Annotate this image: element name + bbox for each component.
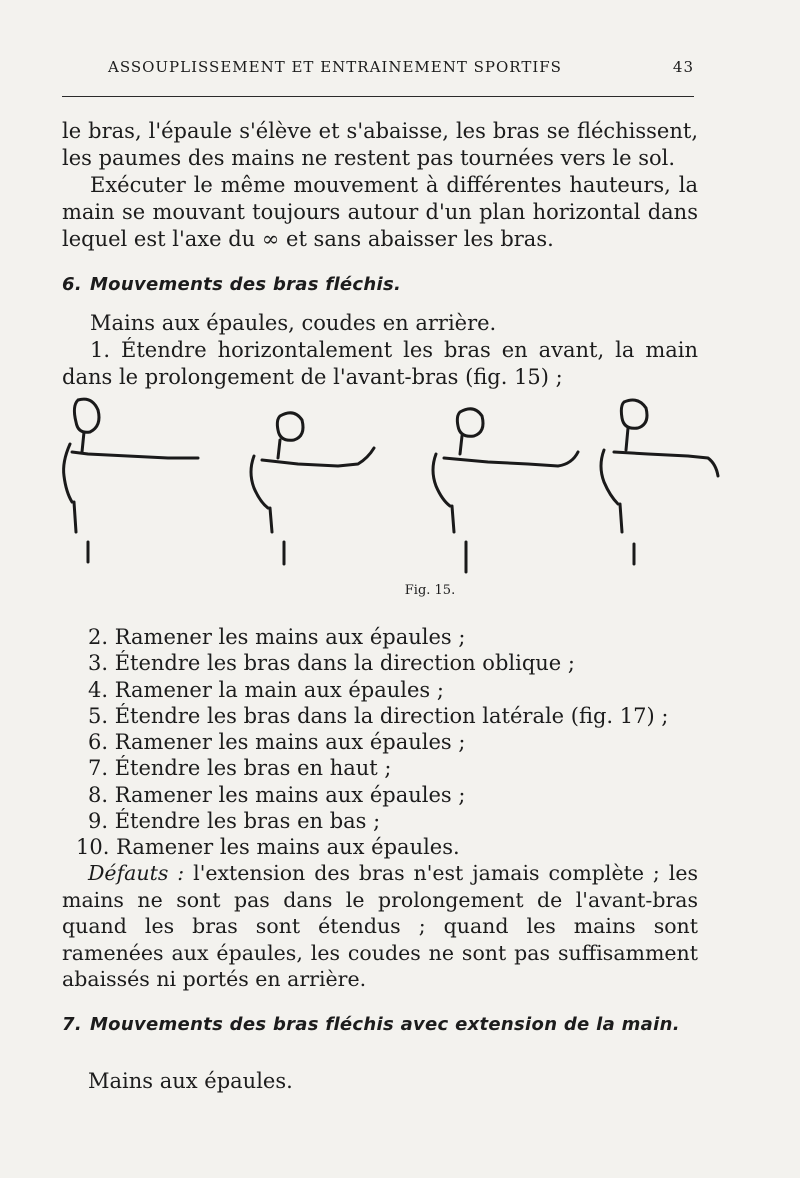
running-title: ASSOUPLISSEMENT ET ENTRAINEMENT SPORTIFS [108, 58, 562, 76]
header-rule [62, 96, 694, 97]
intro-text [62, 118, 698, 253]
figure-caption [0, 583, 800, 598]
list-item: 2. Ramener les mains aux épaules ; [88, 625, 466, 649]
running-header [108, 58, 694, 76]
list-item: 6. Ramener les mains aux épaules ; [88, 730, 466, 755]
stick-figure-2 [251, 413, 374, 564]
list-item: 10. Ramener les mains aux épaules. [76, 835, 460, 860]
stick-figure-4 [601, 400, 718, 564]
figure-15-illustration [48, 392, 748, 582]
figure-caption-text: Fig. 15. [404, 583, 456, 598]
list-item: 5. Étendre les bras dans la direction latérale (fig. 17) ; [88, 703, 669, 728]
list-item: 3. Étendre les bras dans la direction oblique ; [88, 651, 575, 676]
stick-figure-1 [64, 399, 198, 562]
intro-paragraph-2: Exécuter le même mouvement à différentes hauteurs, la main se mouvant toujours autour d'un plan horizontal dans lequel est l'axe du ∞ et sans abaisser les bras. [62, 173, 698, 251]
list-item: 8. Ramener les mains aux épaules ; [88, 782, 466, 807]
page-number: 43 [672, 58, 694, 76]
section-6-number: 6. [62, 274, 82, 295]
section-6-text [62, 310, 698, 391]
stick-figure-3 [433, 409, 578, 572]
intro-paragraph-1: le bras, l'épaule s'élève et s'abaisse, les bras se fléchissent, les paumes des mains ne restent pas tournées vers le sol. [62, 119, 698, 170]
defauts-text: l'extension des bras n'est jamais complète ; les mains ne sont pas dans le prolongement de l'avant-bras quand les bras sont étendus ; quand les mains sont ramenées aux épaules, les coudes ne sont pas suffisamment abaissés ni portés en arrière. [62, 861, 698, 991]
section-7-title: Mouvements des bras fléchis avec extension de la main. [89, 1014, 680, 1035]
steps-list [76, 624, 700, 861]
defauts-paragraph [62, 860, 698, 993]
section-7-number: 7. [62, 1014, 82, 1035]
defauts-label: Défauts : [88, 861, 185, 885]
section-6-step-1: 1. Étendre horizontalement les bras en avant, la main dans le prolongement de l'avant-bras (fig. 15) ; [62, 338, 698, 389]
list-item: 7. Étendre les bras en haut ; [88, 756, 392, 781]
list-item: 4. Ramener la main aux épaules ; [88, 677, 444, 702]
list-item: 9. Étendre les bras en bas ; [88, 809, 381, 834]
section-7-heading [62, 1012, 698, 1038]
section-7-setup: Mains aux épaules. [88, 1069, 293, 1093]
section-6-title: Mouvements des bras fléchis. [89, 274, 402, 295]
section-6-setup: Mains aux épaules, coudes en arrière. [90, 311, 497, 335]
section-6-heading [62, 272, 698, 298]
